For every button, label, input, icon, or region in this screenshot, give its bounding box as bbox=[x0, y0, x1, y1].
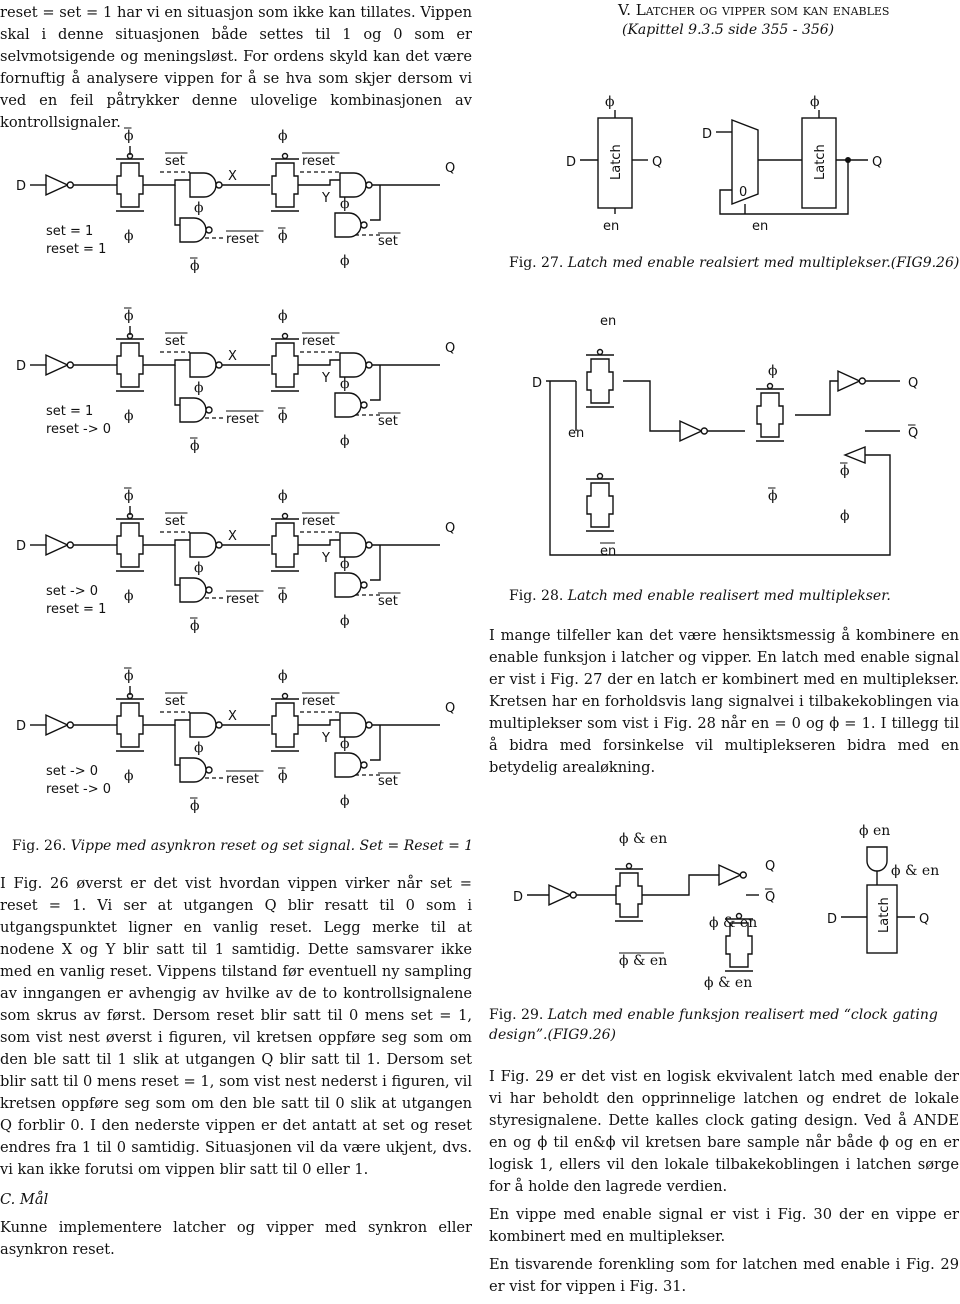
fig26-schematics bbox=[0, 110, 490, 870]
label-reset: reset bbox=[226, 772, 259, 787]
wire bbox=[143, 720, 190, 725]
label-phi-en: ϕ & en bbox=[891, 863, 940, 879]
tg-slave bbox=[272, 343, 298, 387]
label-phi: ϕ bbox=[194, 200, 204, 216]
nand-fb1 bbox=[180, 758, 206, 782]
input-inverter-bubble bbox=[67, 722, 73, 728]
label-q: Q bbox=[765, 859, 776, 874]
label-set: set bbox=[378, 234, 398, 249]
condition-set: set = 1 bbox=[46, 224, 94, 239]
label-set: set bbox=[165, 694, 185, 709]
nand-set-bubble bbox=[216, 362, 222, 368]
label-q: Q bbox=[908, 376, 919, 391]
label-reset: reset bbox=[226, 592, 259, 607]
nand-set bbox=[190, 713, 216, 737]
label-phi: ϕ bbox=[190, 438, 200, 454]
wire bbox=[370, 545, 380, 580]
tg-master bbox=[117, 163, 143, 207]
label-phi: ϕ bbox=[840, 463, 850, 479]
label-phi: ϕ bbox=[278, 588, 288, 604]
input-inverter bbox=[46, 535, 68, 555]
label-phi: ϕ bbox=[124, 408, 134, 424]
label-phi-en: ϕ & en bbox=[619, 953, 668, 969]
left-bottom-p2: Kunne implementere latcher og vipper med synkron eller asynkron reset. bbox=[0, 1219, 472, 1258]
label-phi-en: ϕ & en bbox=[619, 831, 668, 847]
latch-label: Latch bbox=[609, 144, 624, 180]
label-phi: ϕ bbox=[340, 793, 350, 809]
fig26-caption-text: Vippe med asynkron reset og set signal. Set = Reset = 1 bbox=[70, 838, 474, 854]
label-q: Q bbox=[652, 155, 663, 170]
label-d: D bbox=[16, 719, 27, 734]
label-phi: ϕ bbox=[278, 408, 288, 424]
section-ref: (Kapittel 9.3.5 side 355 - 356) bbox=[622, 22, 835, 38]
label-phi: ϕ bbox=[278, 228, 288, 244]
label-phi: ϕ bbox=[278, 768, 288, 784]
right-bottom-p2: En vippe med enable signal er vist i Fig. 30 der en vippe er kombinert med en multiplekser. bbox=[489, 1206, 959, 1245]
label-phi: ϕ bbox=[340, 736, 350, 752]
tg-d bbox=[616, 873, 642, 917]
vippe-2 bbox=[16, 308, 455, 454]
label-q: Q bbox=[445, 161, 456, 176]
label-set: set bbox=[165, 334, 185, 349]
fig27-diagram bbox=[520, 80, 960, 250]
vippe-3 bbox=[16, 488, 455, 634]
label-phi: ϕ bbox=[124, 308, 134, 324]
label-phi-en: ϕ & en bbox=[704, 975, 753, 991]
wire bbox=[298, 720, 340, 725]
wire bbox=[795, 381, 838, 415]
nand-reset bbox=[340, 353, 366, 377]
label-set: set bbox=[165, 514, 185, 529]
fig27-caption-text: Latch med enable realsiert med multiplekser.(FIG9.26) bbox=[567, 255, 960, 271]
fig29-caption-text: Latch med enable funksjon realisert med “clock gating design”.(FIG9.26) bbox=[489, 1007, 938, 1043]
c-heading: C. Mål bbox=[0, 1191, 49, 1208]
label-x: X bbox=[228, 349, 237, 364]
nand-reset-bubble bbox=[366, 362, 372, 368]
label-phi: ϕ bbox=[124, 588, 134, 604]
wire bbox=[143, 360, 190, 365]
tg-fb bbox=[587, 483, 613, 527]
nand-fb1 bbox=[180, 218, 206, 242]
label-phi: ϕ bbox=[340, 196, 350, 212]
nand-set bbox=[190, 533, 216, 557]
nand-fb1-bubble bbox=[206, 227, 212, 233]
label-x: X bbox=[228, 169, 237, 184]
label-q2: Q bbox=[872, 155, 883, 170]
wire bbox=[370, 185, 380, 220]
latch-label2: Latch bbox=[813, 144, 828, 180]
label-phi: ϕ bbox=[340, 253, 350, 269]
tg-master bbox=[117, 703, 143, 747]
right-bottom-p3: En tisvarende forenkling som for latchen med enable i Fig. 29 er vist for vippen i Fig. 31. bbox=[489, 1256, 959, 1295]
wire bbox=[175, 365, 180, 405]
tg-fb-bubble bbox=[598, 474, 603, 479]
nand-fb1 bbox=[180, 398, 206, 422]
condition-set: set -> 0 bbox=[46, 584, 98, 599]
fig26-caption bbox=[12, 836, 473, 856]
label-d: D bbox=[532, 376, 543, 391]
fig27-right-mux-latch bbox=[702, 94, 882, 234]
fig27-left-latch bbox=[566, 94, 662, 234]
condition-reset: reset = 1 bbox=[46, 242, 107, 257]
nand-fb2-bubble bbox=[361, 762, 367, 768]
tg-slave-bubble bbox=[283, 154, 288, 159]
label-phi: ϕ bbox=[340, 556, 350, 572]
wire bbox=[370, 725, 380, 760]
label-reset: reset bbox=[226, 232, 259, 247]
tg-latch bbox=[757, 393, 783, 437]
label-phi2: ϕ bbox=[810, 94, 820, 110]
input-inverter bbox=[46, 355, 68, 375]
fig27-caption bbox=[509, 253, 959, 273]
nand-fb2-bubble bbox=[361, 402, 367, 408]
condition-set: set -> 0 bbox=[46, 764, 98, 779]
label-x: X bbox=[228, 529, 237, 544]
label-phi: ϕ bbox=[190, 618, 200, 634]
fig28-diagram bbox=[520, 315, 940, 575]
label-phi: ϕ bbox=[340, 433, 350, 449]
wire bbox=[298, 180, 340, 185]
label-d: D bbox=[566, 155, 577, 170]
label-phi: ϕ bbox=[340, 613, 350, 629]
nand-reset-bubble bbox=[366, 542, 372, 548]
label-y: Y bbox=[322, 371, 330, 386]
wire bbox=[298, 540, 340, 545]
nand-fb1-bubble bbox=[206, 407, 212, 413]
nand-set bbox=[190, 353, 216, 377]
label-phi: ϕ bbox=[278, 668, 288, 684]
label-phi: ϕ bbox=[124, 488, 134, 504]
inverter-out-bubble bbox=[859, 378, 865, 384]
right-mid-paragraph bbox=[489, 625, 959, 785]
nand-set-bubble bbox=[216, 722, 222, 728]
label-phi: ϕ bbox=[194, 380, 204, 396]
label-d: D bbox=[16, 539, 27, 554]
wire bbox=[370, 365, 380, 400]
label-phi: ϕ bbox=[278, 488, 288, 504]
label-phi: ϕ bbox=[278, 128, 288, 144]
inverter-fb bbox=[845, 447, 865, 463]
and-gate bbox=[867, 847, 887, 871]
tg-d bbox=[587, 359, 613, 403]
right-bottom-p1: I Fig. 29 er det vist en logisk ekvivalent latch med enable der vi har beholdt den opprinnelige latchen og endret de lokale styresignalene. Dette kalles clock gating design. Ved å ANDE en og ϕ til en&ϕ vil kretsen bare sample når både ϕ og en er logisk 1, ellers vil den lokale tilbakekoblingen i latchen sørge for å holde den lagrede verdien. bbox=[489, 1068, 959, 1195]
label-phi: ϕ bbox=[190, 798, 200, 814]
input-inverter-bubble bbox=[67, 182, 73, 188]
tg-master bbox=[117, 523, 143, 567]
section-title: V. Latcher og vipper som kan enables bbox=[618, 1, 890, 19]
label-phi: ϕ bbox=[124, 128, 134, 144]
label-phi: ϕ bbox=[194, 560, 204, 576]
label-x: X bbox=[228, 709, 237, 724]
input-inverter-bubble bbox=[67, 362, 73, 368]
tg-slave bbox=[272, 523, 298, 567]
label-set: set bbox=[378, 774, 398, 789]
fig26-caption-num: Fig. 26. bbox=[12, 838, 67, 854]
wire bbox=[175, 725, 180, 765]
input-inverter bbox=[46, 715, 68, 735]
label-d: D bbox=[16, 359, 27, 374]
label-reset: reset bbox=[302, 334, 335, 349]
label-phi: ϕ bbox=[768, 488, 778, 504]
fig27-caption-num: Fig. 27. bbox=[509, 255, 564, 271]
left-bottom-p1: I Fig. 26 øverst er det vist hvordan vippen virker når set = reset = 1. Vi ser at utgangen Q blir resatt til 0 som i utgangspunktet ligner en vanlig reset. Legg merke til at nodene X og Y blir satt til 1 samtidig. Dette samsvarer ikke med en vanlig reset. Vippens tilstand før eventuell ny sampling av inngangen er avhengig av hvilke av de to kontrollsignalene som skrus av først. Dersom reset blir satt til 0 mens set = 1, som vist nest øverst i figuren, vil kretsen oppføre seg som om den ble satt til 1 slik at utgangen Q blir satt til 1. Dersom set blir satt til 0 mens reset = 1, som vist nest nederst i figuren, vil kretsen oppføre seg som om den ble satt til 0 slik at utgangen Q forblir 0. I den nederste vippen er det antatt at set og reset endres fra 1 til 0 samtidig. Situasjonen vil da være ukjent, dvs. vi kan ikke forutsi om vippen blir satt til 0 eller 1. bbox=[0, 875, 472, 1178]
label-reset: reset bbox=[302, 694, 335, 709]
label-phi: ϕ bbox=[194, 740, 204, 756]
tg-slave-bubble bbox=[283, 514, 288, 519]
input-inverter bbox=[46, 175, 68, 195]
wire bbox=[642, 875, 719, 895]
nand-fb2 bbox=[335, 573, 361, 597]
tg-slave bbox=[272, 163, 298, 207]
fig29-caption-num: Fig. 29. bbox=[489, 1007, 544, 1023]
label-q: Q bbox=[445, 701, 456, 716]
vippe-4 bbox=[16, 668, 455, 814]
tg-slave-bubble bbox=[283, 334, 288, 339]
label-reset: reset bbox=[302, 154, 335, 169]
nand-fb2 bbox=[335, 213, 361, 237]
wire bbox=[175, 545, 180, 585]
wire bbox=[623, 381, 680, 431]
right-bottom-column bbox=[489, 1066, 959, 1304]
left-bottom-column bbox=[0, 873, 472, 1267]
tg-d-bubble bbox=[598, 350, 603, 355]
wire bbox=[143, 540, 190, 545]
label-y: Y bbox=[322, 731, 330, 746]
label-phi: ϕ bbox=[190, 258, 200, 274]
nand-reset-bubble bbox=[366, 722, 372, 728]
label-q: Q bbox=[445, 521, 456, 536]
nand-fb2-bubble bbox=[361, 222, 367, 228]
nand-set-bubble bbox=[216, 542, 222, 548]
label-d: D bbox=[513, 890, 524, 905]
label-phi: ϕ bbox=[278, 308, 288, 324]
condition-set: set = 1 bbox=[46, 404, 94, 419]
label-phi: ϕ bbox=[124, 668, 134, 684]
vippe-1 bbox=[16, 128, 455, 274]
label-set: set bbox=[378, 414, 398, 429]
label-en2: en bbox=[752, 219, 769, 234]
nand-fb1-bubble bbox=[206, 767, 212, 773]
label-qbar: Q bbox=[908, 426, 919, 441]
input-inverter-bubble bbox=[67, 542, 73, 548]
label-reset: reset bbox=[226, 412, 259, 427]
label-phi-en: ϕ & en bbox=[709, 915, 758, 931]
nand-fb2 bbox=[335, 753, 361, 777]
inverter-mid bbox=[680, 421, 702, 441]
nand-reset bbox=[340, 533, 366, 557]
label-q2: Q bbox=[919, 912, 930, 927]
nand-fb2 bbox=[335, 393, 361, 417]
label-zero: 0 bbox=[739, 185, 748, 200]
label-d2: D bbox=[827, 912, 838, 927]
wire bbox=[143, 180, 190, 185]
label-en: en bbox=[603, 219, 620, 234]
label-y: Y bbox=[322, 191, 330, 206]
label-phi: ϕ bbox=[124, 228, 134, 244]
label-en: en bbox=[568, 426, 585, 441]
condition-reset: reset = 1 bbox=[46, 602, 107, 617]
label-phi-en-top: ϕ en bbox=[859, 823, 891, 839]
inverter-in bbox=[549, 885, 571, 905]
label-q: Q bbox=[445, 341, 456, 356]
condition-reset: reset -> 0 bbox=[46, 782, 112, 797]
tg-master bbox=[117, 343, 143, 387]
inverter-out bbox=[719, 865, 741, 885]
tg-d-bubble bbox=[627, 864, 632, 869]
inverter-out-bubble bbox=[740, 872, 746, 878]
tg-latch-bubble bbox=[768, 384, 773, 389]
label-y: Y bbox=[322, 551, 330, 566]
nand-set-bubble bbox=[216, 182, 222, 188]
nand-reset-bubble bbox=[366, 182, 372, 188]
label-set: set bbox=[165, 154, 185, 169]
tg-slave bbox=[272, 703, 298, 747]
nand-reset bbox=[340, 173, 366, 197]
right-mid-text: I mange tilfeller kan det være hensiktsmessig å kombinere en enable funksjon i latcher og vipper. En latch med enable signal er vist i Fig. 27 der en latch er kombinert med en multiplekser. Kretsen har en forholdsvis lang signalvei i tilbakekoblingen via multiplekser som vist i Fig. 28 når en = 0 og ϕ = 1. I tillegg til å bidra med forsinkelse vil multiplekseren bidra med en betydelig arealøkning. bbox=[489, 627, 959, 776]
inverter-in-bubble bbox=[570, 892, 576, 898]
nand-fb2-bubble bbox=[361, 582, 367, 588]
fig28-caption-text: Latch med enable realisert med multiplekser. bbox=[567, 588, 891, 604]
intro-text: reset = set = 1 har vi en situasjon som ikke kan tillates. Vippen skal i denne situasjonen både settes til 1 og 0 som er selvmotsigende og meningsløst. For ordens skyld kan det være fornuftig å analysere vippen for å se hva som skjer dersom vi ved en feil påtrykker denne ulovelige kombinasjonen av kontrollsignaler. bbox=[0, 4, 472, 131]
label-phi: ϕ bbox=[124, 768, 134, 784]
label-d: D bbox=[16, 179, 27, 194]
label-en-top: en bbox=[600, 315, 617, 329]
inverter-out bbox=[838, 371, 860, 391]
fig29-caption bbox=[489, 1005, 957, 1045]
label-set: set bbox=[378, 594, 398, 609]
label-phi: ϕ bbox=[340, 376, 350, 392]
label-qbar: Q bbox=[765, 890, 776, 905]
nand-reset bbox=[340, 713, 366, 737]
inverter-mid-bubble bbox=[701, 428, 707, 434]
label-phi: ϕ bbox=[605, 94, 615, 110]
nand-fb1 bbox=[180, 578, 206, 602]
label-d2: D bbox=[702, 127, 713, 142]
wire bbox=[175, 185, 180, 225]
fig28-caption-num: Fig. 28. bbox=[509, 588, 564, 604]
label-reset: reset bbox=[302, 514, 335, 529]
condition-reset: reset -> 0 bbox=[46, 422, 112, 437]
label-phi: ϕ bbox=[768, 363, 778, 379]
nand-set bbox=[190, 173, 216, 197]
fig28-caption bbox=[509, 586, 891, 606]
latch-label: Latch bbox=[877, 897, 892, 933]
wire bbox=[298, 360, 340, 365]
label-en-bot: en bbox=[600, 544, 617, 559]
tg-slave-bubble bbox=[283, 694, 288, 699]
nand-fb1-bubble bbox=[206, 587, 212, 593]
fig29-diagram bbox=[489, 815, 959, 995]
label-phi: ϕ bbox=[840, 508, 850, 524]
